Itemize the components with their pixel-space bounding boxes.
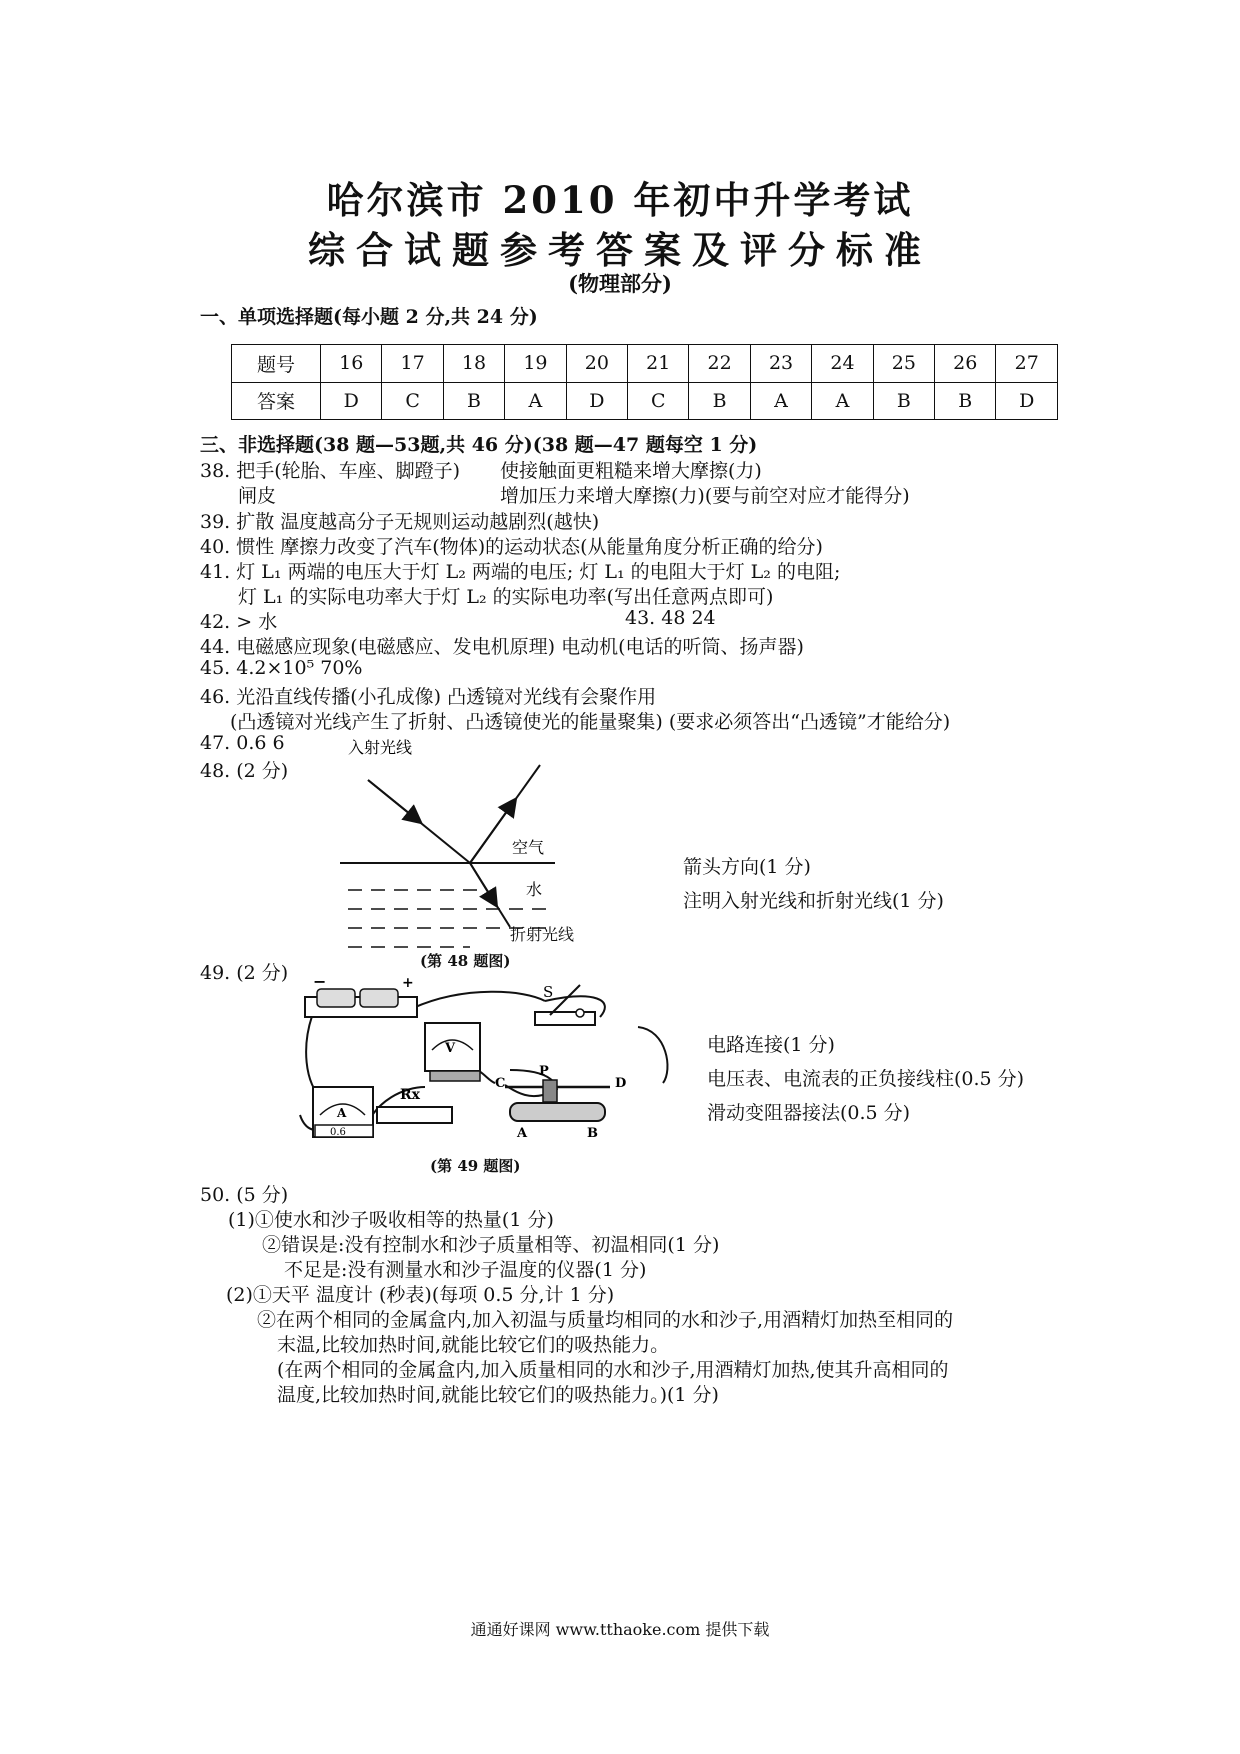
refracted-arrow [470, 863, 496, 905]
switch-base [535, 1012, 595, 1025]
terminal-b-label: B [587, 1126, 598, 1141]
q50-1b: ②错误是:没有控制水和沙子质量相等、初温相同(1 分) [262, 1234, 720, 1256]
title-line-2: 综合试题参考答案及评分标准 [308, 228, 932, 272]
table-cell: 17 [382, 345, 443, 383]
table-cell: C [382, 382, 443, 420]
q38-line-1a: 38. 把手(轮胎、车座、脚蹬子) [200, 460, 461, 482]
battery-plus: + [402, 975, 414, 991]
q49-note-3: 滑动变阻器接法(0.5 分) [707, 1102, 911, 1124]
fig48-caption: (第 48 题图) [420, 952, 511, 970]
table-cell: D [321, 382, 382, 420]
section3-heading: 三、非选择题(38 题—53题,共 46 分)(38 题—47 题每空 1 分) [200, 434, 758, 456]
rheostat-coil [510, 1103, 605, 1121]
fig49-circuit-diagram [295, 975, 695, 1150]
rheostat-slider [543, 1080, 557, 1102]
switch-contact [576, 1009, 584, 1017]
q50-2e: 温度,比较加热时间,就能比较它们的吸热能力。)(1 分) [277, 1384, 719, 1406]
q49-line: 49. (2 分) [200, 962, 289, 984]
row-label-answer: 答案 [232, 382, 321, 420]
reflected-arrow [470, 800, 515, 863]
refracted-ray-label: 折射光线 [510, 925, 575, 944]
q50-2b: ②在两个相同的金属盒内,加入初温与质量均相同的水和沙子,用酒精灯加热至相同的 [257, 1309, 954, 1331]
q49-note-2: 电压表、电流表的正负接线柱(0.5 分) [707, 1068, 1025, 1090]
battery-cell [317, 989, 355, 1007]
q46-line-1: 46. 光沿直线传播(小孔成像) 凸透镜对光线有会聚作用 [200, 686, 657, 708]
table-cell: B [443, 382, 504, 420]
table-cell: A [505, 382, 566, 420]
q39-line: 39. 扩散 温度越高分子无规则运动越剧烈(越快) [200, 511, 600, 533]
q38-line-1b: 使接触面更粗糙来增大摩擦(力) [500, 460, 762, 482]
ammeter-range: 0.6 [330, 1127, 346, 1138]
q47-line: 47. 0.6 6 [200, 732, 285, 754]
title-line-1: 哈尔滨市 2010 年初中升学考试 [326, 178, 914, 222]
table-cell: B [689, 382, 750, 420]
q41-line-1: 41. 灯 L₁ 两端的电压大于灯 L₂ 两端的电压; 灯 L₁ 的电阻大于灯 L₂ 的电阻; [200, 561, 841, 583]
table-row-answers [232, 382, 1058, 420]
air-label: 空气 [512, 838, 545, 857]
title-line-3: (物理部分) [568, 271, 672, 296]
q50-2d: (在两个相同的金属盒内,加入质量相同的水和沙子,用酒精灯加热,使其升高相同的 [277, 1359, 949, 1381]
table-cell: A [750, 382, 811, 420]
table-cell: 19 [505, 345, 566, 383]
voltmeter-label: V [445, 1041, 456, 1056]
q45-line: 45. 4.2×10⁵ 70% [200, 657, 363, 679]
table-cell: 26 [935, 345, 996, 383]
terminal-a-label: A [517, 1126, 528, 1141]
q48-line: 48. (2 分) [200, 760, 289, 782]
battery-minus: − [313, 975, 327, 991]
table-cell: D [566, 382, 627, 420]
battery-cell [360, 989, 398, 1007]
q49-note-1: 电路连接(1 分) [707, 1034, 835, 1056]
q46-line-2: (凸透镜对光线产生了折射、凸透镜使光的能量聚集) (要求必须答出“凸透镜”才能给分) [230, 711, 951, 733]
incident-arrow [368, 780, 420, 822]
table-cell: D [996, 382, 1058, 420]
q48-note-1: 箭头方向(1 分) [683, 856, 811, 878]
resistor-label: Rx [400, 1087, 420, 1103]
table-cell: 27 [996, 345, 1058, 383]
voltmeter-terminals [430, 1071, 480, 1081]
water-label: 水 [526, 880, 543, 899]
table-cell: B [873, 382, 934, 420]
table-cell: 20 [566, 345, 627, 383]
table-cell: 23 [750, 345, 811, 383]
row-label-number: 题号 [232, 345, 321, 383]
q50-1a: (1)①使水和沙子吸收相等的热量(1 分) [228, 1209, 554, 1231]
terminal-c-label: C [495, 1076, 506, 1091]
slider-p-label: P [539, 1064, 549, 1079]
q43-line: 43. 48 24 [625, 607, 716, 629]
q50-2a: (2)①天平 温度计 (秒表)(每项 0.5 分,计 1 分) [226, 1284, 615, 1306]
table-cell: 16 [321, 345, 382, 383]
wire [638, 1027, 667, 1083]
terminal-d-label: D [615, 1076, 627, 1091]
ammeter-label: A [337, 1106, 347, 1120]
fig49-caption: (第 49 题图) [430, 1157, 521, 1175]
table-cell: 18 [443, 345, 504, 383]
table-cell: 24 [812, 345, 873, 383]
q50-2c: 末温,比较加热时间,就能比较它们的吸热能力。 [277, 1334, 670, 1356]
table-cell: 22 [689, 345, 750, 383]
q50-1c: 不足是:没有测量水和沙子温度的仪器(1 分) [284, 1259, 647, 1281]
q48-note-2: 注明入射光线和折射光线(1 分) [683, 890, 944, 912]
q38-line-2b: 增加压力来增大摩擦(力)(要与前空对应才能得分) [500, 485, 910, 507]
switch-label: S [543, 983, 554, 1001]
q42-line: 42. > 水 [200, 611, 278, 633]
q40-line: 40. 惯性 摩擦力改变了汽车(物体)的运动状态(从能量角度分析正确的给分) [200, 536, 823, 558]
table-cell: 21 [628, 345, 689, 383]
q41-line-2: 灯 L₁ 的实际电功率大于灯 L₂ 的实际电功率(写出任意两点即可) [238, 586, 774, 608]
section1-heading: 一、单项选择题(每小题 2 分,共 24 分) [200, 306, 538, 328]
wire [413, 992, 545, 1008]
resistor-rx [377, 1107, 452, 1123]
q44-line: 44. 电磁感应现象(电磁感应、发电机原理) 电动机(电话的听筒、扬声器) [200, 636, 804, 658]
table-cell: A [812, 382, 873, 420]
table-cell: 25 [873, 345, 934, 383]
incident-ray-label: 入射光线 [348, 738, 413, 757]
q50-line: 50. (5 分) [200, 1184, 289, 1206]
table-cell: B [935, 382, 996, 420]
table-cell: C [628, 382, 689, 420]
fig48-refraction-diagram [340, 735, 640, 950]
q38-line-2a: 闸皮 [238, 485, 277, 507]
footer-credit: 通通好课网 www.tthaoke.com 提供下载 [470, 1620, 770, 1639]
answer-table [231, 344, 1058, 420]
table-row-numbers [232, 345, 1058, 383]
